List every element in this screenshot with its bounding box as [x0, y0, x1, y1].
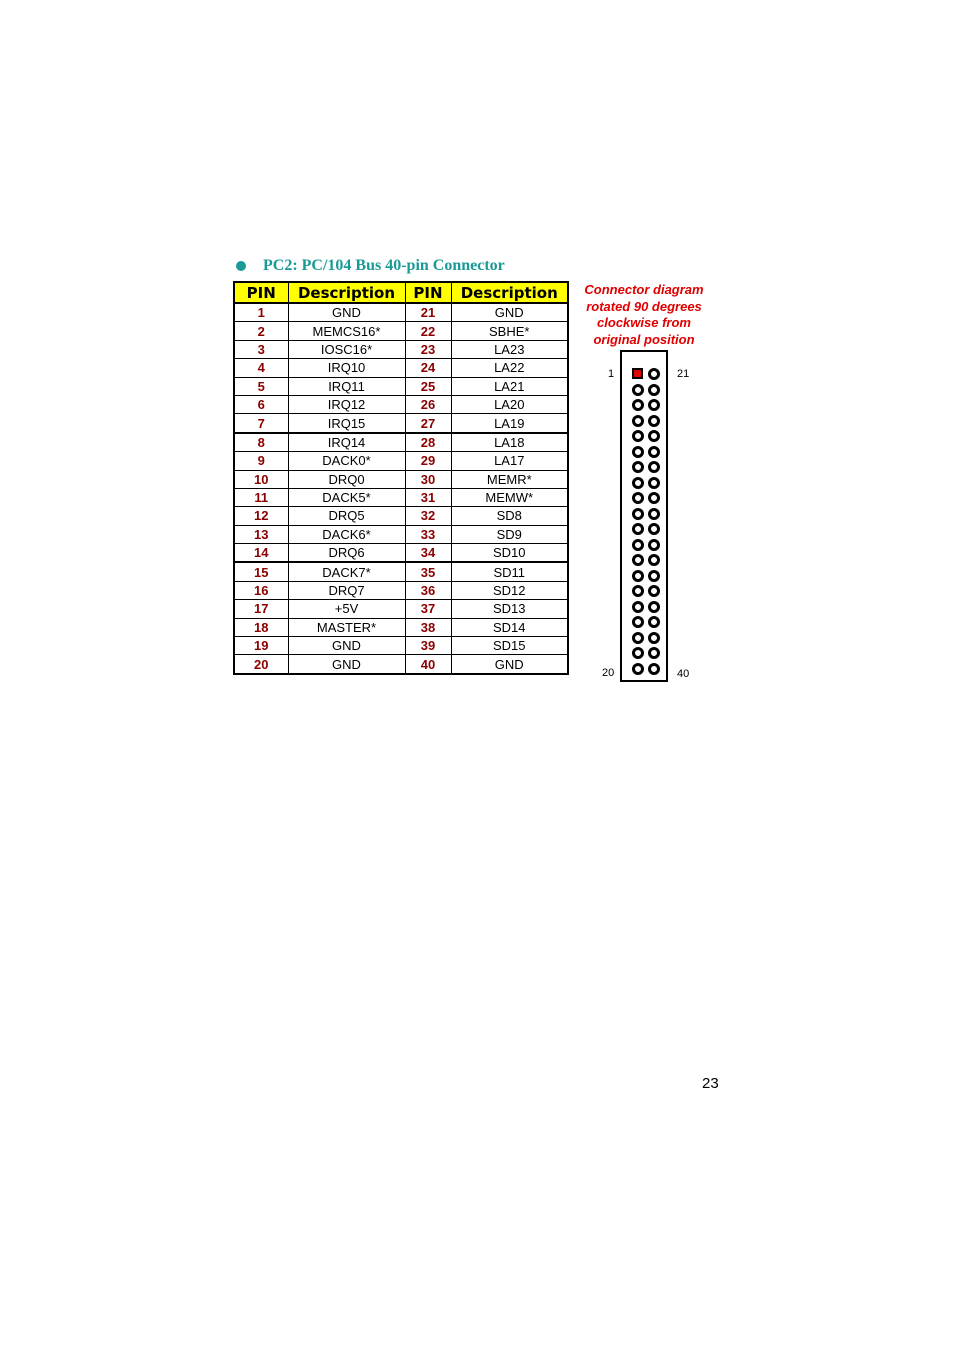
pin-number: 4 — [234, 359, 288, 377]
label-pin-20: 20 — [602, 667, 615, 679]
section-heading — [236, 255, 505, 277]
pin-hole-icon — [632, 570, 644, 582]
pin-number: 12 — [234, 507, 288, 525]
pin-hole-icon — [648, 384, 660, 396]
pin-description: DRQ0 — [288, 470, 405, 488]
table-row — [234, 322, 568, 340]
note-line: original position — [593, 331, 695, 347]
pin-number: 31 — [405, 488, 451, 506]
pin-number: 20 — [234, 655, 288, 674]
table-row — [234, 340, 568, 358]
pin-description: LA21 — [451, 377, 568, 395]
table-row — [234, 562, 568, 581]
table-row — [234, 507, 568, 525]
pin-description: IRQ10 — [288, 359, 405, 377]
pin-hole-icon — [632, 477, 644, 489]
table-row — [234, 359, 568, 377]
table-row — [234, 600, 568, 618]
pin-description: LA18 — [451, 433, 568, 452]
pin-hole-icon — [648, 430, 660, 442]
table-row — [234, 452, 568, 470]
pin-hole-icon — [648, 399, 660, 411]
table-row — [234, 544, 568, 563]
pin-number: 30 — [405, 470, 451, 488]
pin-hole-icon — [648, 601, 660, 613]
pin-number: 8 — [234, 433, 288, 452]
pin-description: SD10 — [451, 544, 568, 563]
table-row — [234, 433, 568, 452]
pin-number: 40 — [405, 655, 451, 674]
pin-number: 3 — [234, 340, 288, 358]
table-row — [234, 637, 568, 655]
pin-number: 26 — [405, 395, 451, 413]
pin-number: 13 — [234, 525, 288, 543]
pin-description: GND — [288, 655, 405, 674]
pin-number: 9 — [234, 452, 288, 470]
heading-text: PC2: PC/104 Bus 40-pin Connector — [263, 257, 505, 274]
pin-number: 23 — [405, 340, 451, 358]
pin-hole-icon — [632, 539, 644, 551]
pin-description: LA20 — [451, 395, 568, 413]
table-row — [234, 377, 568, 395]
pin-description: GND — [288, 637, 405, 655]
pin-description: DRQ7 — [288, 581, 405, 599]
pin-number: 36 — [405, 581, 451, 599]
pin-hole-icon — [648, 508, 660, 520]
pin-description: IRQ11 — [288, 377, 405, 395]
pin-number: 39 — [405, 637, 451, 655]
pin-description: DACK6* — [288, 525, 405, 543]
pin-hole-icon — [648, 663, 660, 675]
label-pin-40: 40 — [677, 668, 690, 680]
connector-diagram — [620, 350, 668, 682]
pin-hole-icon — [648, 616, 660, 628]
pin-hole-icon — [632, 647, 644, 659]
pin-hole-icon — [648, 647, 660, 659]
pin-hole-icon — [632, 508, 644, 520]
pin-number: 21 — [405, 303, 451, 322]
pin-description: DACK7* — [288, 562, 405, 581]
pin-description: SD8 — [451, 507, 568, 525]
pin-hole-icon — [648, 632, 660, 644]
table-row — [234, 470, 568, 488]
pin-hole-icon — [632, 415, 644, 427]
pin-number: 19 — [234, 637, 288, 655]
pin-number: 14 — [234, 544, 288, 563]
pin-number: 33 — [405, 525, 451, 543]
pin-hole-icon — [648, 492, 660, 504]
pin-number: 7 — [234, 414, 288, 433]
pin-number: 38 — [405, 618, 451, 636]
pin-hole-icon — [632, 632, 644, 644]
pin-number: 27 — [405, 414, 451, 433]
table-row — [234, 303, 568, 322]
pin-description: SD14 — [451, 618, 568, 636]
page-number: 23 — [702, 1075, 719, 1092]
pin-hole-icon — [632, 663, 644, 675]
pin-hole-icon — [648, 554, 660, 566]
table-row — [234, 488, 568, 506]
note-line: clockwise from — [597, 315, 691, 331]
pin-hole-icon — [632, 399, 644, 411]
pin-hole-icon — [632, 492, 644, 504]
header-description: Description — [451, 282, 568, 303]
pin-hole-icon — [648, 539, 660, 551]
pin-number: 25 — [405, 377, 451, 395]
table-row — [234, 414, 568, 433]
pin-hole-icon — [632, 446, 644, 458]
pin-description: LA17 — [451, 452, 568, 470]
pin-hole-icon — [632, 523, 644, 535]
table-row — [234, 581, 568, 599]
pin-number: 34 — [405, 544, 451, 563]
note-line: rotated 90 degrees — [586, 298, 702, 314]
header-description: Description — [288, 282, 405, 303]
pin-number: 18 — [234, 618, 288, 636]
pin-hole-icon — [648, 570, 660, 582]
pin-number: 6 — [234, 395, 288, 413]
pin-description: SD13 — [451, 600, 568, 618]
pin-hole-icon — [632, 384, 644, 396]
pin-description: DACK5* — [288, 488, 405, 506]
pin-1-square-icon — [632, 368, 643, 379]
pin-hole-icon — [648, 415, 660, 427]
pin-description: SBHE* — [451, 322, 568, 340]
pin-description: IOSC16* — [288, 340, 405, 358]
pin-table — [233, 281, 569, 675]
pin-number: 32 — [405, 507, 451, 525]
pin-description: SD12 — [451, 581, 568, 599]
pin-description: SD11 — [451, 562, 568, 581]
pin-description: DRQ5 — [288, 507, 405, 525]
label-pin-1: 1 — [608, 368, 615, 380]
pin-description: GND — [451, 655, 568, 674]
pin-description: LA19 — [451, 414, 568, 433]
pin-hole-icon — [648, 446, 660, 458]
pin-description: IRQ15 — [288, 414, 405, 433]
label-pin-21: 21 — [677, 368, 690, 380]
pin-hole-icon — [632, 585, 644, 597]
pin-description: MASTER* — [288, 618, 405, 636]
pin-number: 29 — [405, 452, 451, 470]
table-row — [234, 395, 568, 413]
pin-number: 28 — [405, 433, 451, 452]
pin-number: 16 — [234, 581, 288, 599]
pin-hole-icon — [632, 461, 644, 473]
pin-hole-icon — [648, 461, 660, 473]
header-pin: PIN — [405, 282, 451, 303]
pin-description: MEMCS16* — [288, 322, 405, 340]
pin-number: 17 — [234, 600, 288, 618]
pin-description: DACK0* — [288, 452, 405, 470]
bullet-icon — [236, 261, 246, 271]
pin-description: GND — [451, 303, 568, 322]
pin-description: MEMR* — [451, 470, 568, 488]
pin-number: 35 — [405, 562, 451, 581]
connector-note — [576, 282, 712, 348]
pin-description: +5V — [288, 600, 405, 618]
pin-description: SD15 — [451, 637, 568, 655]
note-line: Connector diagram — [584, 282, 704, 297]
pin-hole-icon — [648, 368, 660, 380]
pin-hole-icon — [648, 585, 660, 597]
pin-number: 24 — [405, 359, 451, 377]
pin-description: DRQ6 — [288, 544, 405, 563]
pin-number: 15 — [234, 562, 288, 581]
table-row — [234, 525, 568, 543]
pin-hole-icon — [632, 430, 644, 442]
pin-description: GND — [288, 303, 405, 322]
pin-number: 10 — [234, 470, 288, 488]
pin-description: SD9 — [451, 525, 568, 543]
pin-table-header — [234, 282, 568, 303]
pin-description: LA23 — [451, 340, 568, 358]
pin-number: 37 — [405, 600, 451, 618]
header-pin: PIN — [234, 282, 288, 303]
pin-hole-icon — [632, 616, 644, 628]
pin-number: 1 — [234, 303, 288, 322]
pin-number: 5 — [234, 377, 288, 395]
pin-description: LA22 — [451, 359, 568, 377]
pin-description: IRQ14 — [288, 433, 405, 452]
pin-hole-icon — [648, 523, 660, 535]
pin-hole-icon — [632, 601, 644, 613]
pin-description: IRQ12 — [288, 395, 405, 413]
pin-hole-icon — [632, 554, 644, 566]
pin-description: MEMW* — [451, 488, 568, 506]
table-row — [234, 618, 568, 636]
pin-number: 22 — [405, 322, 451, 340]
pin-hole-icon — [648, 477, 660, 489]
table-row — [234, 655, 568, 674]
pin-number: 11 — [234, 488, 288, 506]
pin-number: 2 — [234, 322, 288, 340]
